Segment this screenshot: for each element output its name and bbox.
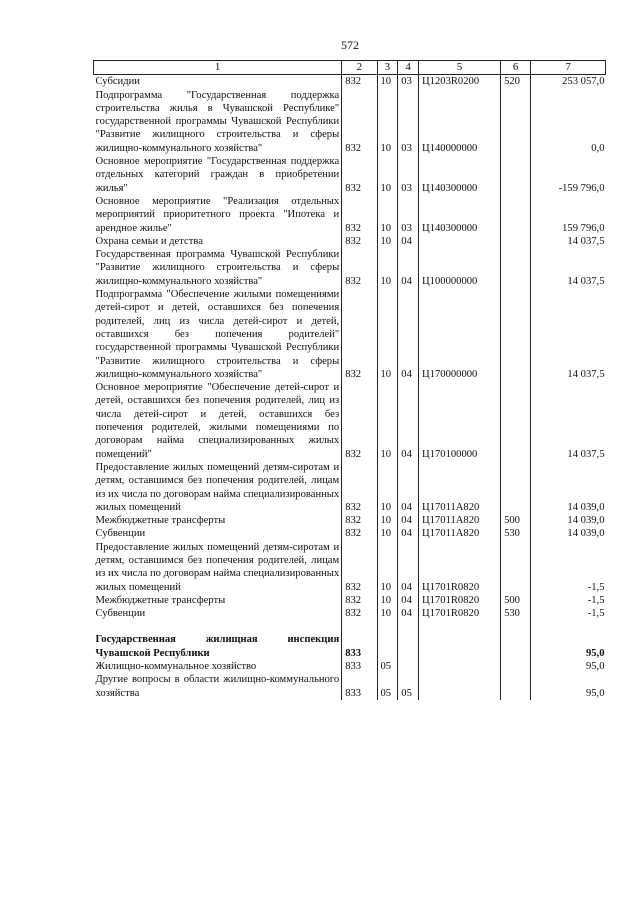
table-row <box>94 673 606 700</box>
row-target-article: Ц17011А820 <box>419 514 501 527</box>
row-amount: 0,0 <box>531 89 606 155</box>
row-amount: -159 796,0 <box>531 155 606 195</box>
row-section: 05 <box>377 660 398 673</box>
row-ministry-code: 832 <box>342 594 377 607</box>
row-subsection: 04 <box>398 248 419 288</box>
row-amount: 95,0 <box>531 633 606 660</box>
row-expense-type <box>501 461 531 514</box>
table-header <box>94 61 606 75</box>
row-expense-type <box>501 633 531 660</box>
header-col-2: 2 <box>342 61 377 75</box>
row-subsection: 03 <box>398 89 419 155</box>
row-target-article <box>419 660 501 673</box>
row-amount: 14 037,5 <box>531 381 606 461</box>
row-expense-type <box>501 660 531 673</box>
row-name: Предоставление жилых помещений детям-сиротам и детям, оставшимся без попечения родителей, лицам из их числа по договорам найма специализированных жилых помещений <box>94 541 342 594</box>
row-amount: 14 039,0 <box>531 514 606 527</box>
row-section: 10 <box>377 89 398 155</box>
table-body <box>94 75 606 700</box>
row-expense-type <box>501 248 531 288</box>
row-ministry-code: 832 <box>342 195 377 235</box>
row-amount: -1,5 <box>531 541 606 594</box>
row-target-article: Ц170100000 <box>419 381 501 461</box>
row-amount: 14 037,5 <box>531 235 606 248</box>
row-ministry-code: 832 <box>342 607 377 620</box>
row-subsection: 03 <box>398 195 419 235</box>
row-subsection: 03 <box>398 155 419 195</box>
spacer-cell <box>398 620 419 633</box>
row-section: 10 <box>377 248 398 288</box>
row-amount: 95,0 <box>531 673 606 700</box>
row-section: 10 <box>377 288 398 381</box>
page-number: 572 <box>341 38 359 52</box>
row-subsection <box>398 633 419 660</box>
row-ministry-code: 832 <box>342 288 377 381</box>
row-name: Основное мероприятие "Реализация отдельных мероприятий приоритетного проекта "Ипотека и арендное жилье" <box>94 195 342 235</box>
row-ministry-code: 832 <box>342 155 377 195</box>
row-section <box>377 633 398 660</box>
row-ministry-code: 832 <box>342 541 377 594</box>
row-expense-type: 530 <box>501 607 531 620</box>
row-target-article <box>419 235 501 248</box>
table-row <box>94 620 606 633</box>
row-subsection: 04 <box>398 235 419 248</box>
spacer-cell <box>531 620 606 633</box>
table-row <box>94 527 606 540</box>
spacer-cell <box>419 620 501 633</box>
table-row <box>94 514 606 527</box>
row-name: Государственная программа Чувашской Республики "Развитие жилищного строительства и сферы жилищно-коммунального хозяйства" <box>94 248 342 288</box>
row-target-article: Ц17011А820 <box>419 527 501 540</box>
row-subsection: 04 <box>398 541 419 594</box>
row-ministry-code: 832 <box>342 461 377 514</box>
table-row <box>94 248 606 288</box>
row-subsection: 04 <box>398 288 419 381</box>
row-amount: 159 796,0 <box>531 195 606 235</box>
spacer-cell <box>501 620 531 633</box>
row-section: 10 <box>377 594 398 607</box>
row-amount: 253 057,0 <box>531 75 606 89</box>
row-expense-type <box>501 155 531 195</box>
row-section: 10 <box>377 461 398 514</box>
row-expense-type: 530 <box>501 527 531 540</box>
row-section: 05 <box>377 673 398 700</box>
row-expense-type: 500 <box>501 594 531 607</box>
row-name: Межбюджетные трансферты <box>94 594 342 607</box>
row-amount: -1,5 <box>531 607 606 620</box>
row-name: Основное мероприятие "Государственная поддержка отдельных категорий граждан в приобретении жилья" <box>94 155 342 195</box>
row-target-article: Ц100000000 <box>419 248 501 288</box>
row-section: 10 <box>377 155 398 195</box>
row-expense-type <box>501 541 531 594</box>
row-expense-type <box>501 235 531 248</box>
row-name: Предоставление жилых помещений детям-сиротам и детям, оставшимся без попечения родителей, лицам из их числа по договорам найма специализированных жилых помещений <box>94 461 342 514</box>
row-ministry-code: 833 <box>342 673 377 700</box>
row-amount: 14 037,5 <box>531 248 606 288</box>
row-section: 10 <box>377 235 398 248</box>
row-subsection: 04 <box>398 461 419 514</box>
row-target-article: Ц140300000 <box>419 155 501 195</box>
row-ministry-code: 832 <box>342 381 377 461</box>
header-col-7: 7 <box>531 61 606 75</box>
row-name: Подпрограмма "Государственная поддержка строительства жилья в Чувашской Республике" государственной программы Чувашской Республики "Развитие жилищного строительства и сферы жилищно-коммунального хозяйства" <box>94 89 342 155</box>
row-target-article: Ц140300000 <box>419 195 501 235</box>
row-target-article <box>419 633 501 660</box>
spacer-cell <box>94 620 342 633</box>
row-name: Государственная жилищная инспекция Чувашской Республики <box>94 633 342 660</box>
row-section: 10 <box>377 514 398 527</box>
table-row <box>94 660 606 673</box>
table-row <box>94 195 606 235</box>
table-row <box>94 75 606 89</box>
row-subsection <box>398 660 419 673</box>
row-section: 10 <box>377 527 398 540</box>
header-col-4: 4 <box>398 61 419 75</box>
row-name: Субвенции <box>94 527 342 540</box>
header-row <box>94 61 606 75</box>
table-row <box>94 381 606 461</box>
row-name: Охрана семьи и детства <box>94 235 342 248</box>
row-name: Основное мероприятие "Обеспечение детей-сирот и детей, оставшихся без попечения родителей, лиц из числа детей-сирот и детей, оставшихся без попечения родителей, жилыми помещениями по договорам найма специализированных жилых помещений" <box>94 381 342 461</box>
row-expense-type: 500 <box>501 514 531 527</box>
row-target-article: Ц1203R0200 <box>419 75 501 89</box>
row-target-article: Ц17011А820 <box>419 461 501 514</box>
row-subsection: 04 <box>398 527 419 540</box>
header-col-5: 5 <box>419 61 501 75</box>
row-expense-type <box>501 673 531 700</box>
table-row <box>94 155 606 195</box>
row-target-article <box>419 673 501 700</box>
row-expense-type <box>501 381 531 461</box>
row-subsection: 04 <box>398 514 419 527</box>
row-name: Межбюджетные трансферты <box>94 514 342 527</box>
spacer-cell <box>342 620 377 633</box>
row-target-article: Ц1701R0820 <box>419 594 501 607</box>
row-target-article: Ц140000000 <box>419 89 501 155</box>
table-row <box>94 607 606 620</box>
row-section: 10 <box>377 75 398 89</box>
row-name: Подпрограмма "Обеспечение жилыми помещениями детей-сирот и детей, оставшихся без попечения родителей, лиц из числа детей-сирот и детей, оставшихся без попечения родителей" государственной программы Чувашской Республики "Развитие жилищного строительства и сферы жилищно-коммунального хозяйства" <box>94 288 342 381</box>
row-subsection: 04 <box>398 607 419 620</box>
row-name: Жилищно-коммунальное хозяйство <box>94 660 342 673</box>
row-subsection: 04 <box>398 381 419 461</box>
spacer-cell <box>377 620 398 633</box>
row-target-article: Ц1701R0820 <box>419 607 501 620</box>
row-ministry-code: 832 <box>342 248 377 288</box>
row-target-article: Ц1701R0820 <box>419 541 501 594</box>
row-target-article: Ц170000000 <box>419 288 501 381</box>
row-name: Субсидии <box>94 75 342 89</box>
row-subsection: 04 <box>398 594 419 607</box>
row-amount: 14 039,0 <box>531 527 606 540</box>
row-ministry-code: 832 <box>342 514 377 527</box>
row-subsection: 03 <box>398 75 419 89</box>
table-row <box>94 541 606 594</box>
row-amount: 95,0 <box>531 660 606 673</box>
row-subsection: 05 <box>398 673 419 700</box>
table-row <box>94 594 606 607</box>
row-section: 10 <box>377 607 398 620</box>
row-amount: 14 037,5 <box>531 288 606 381</box>
table-row <box>94 235 606 248</box>
table-row <box>94 633 606 660</box>
row-ministry-code: 832 <box>342 75 377 89</box>
row-ministry-code: 832 <box>342 527 377 540</box>
row-expense-type <box>501 195 531 235</box>
header-col-6: 6 <box>501 61 531 75</box>
row-section: 10 <box>377 541 398 594</box>
row-ministry-code: 832 <box>342 235 377 248</box>
row-amount: 14 039,0 <box>531 461 606 514</box>
row-name: Субвенции <box>94 607 342 620</box>
table-row <box>94 288 606 381</box>
header-col-1: 1 <box>94 61 342 75</box>
header-col-3: 3 <box>377 61 398 75</box>
table-row <box>94 461 606 514</box>
row-ministry-code: 833 <box>342 633 377 660</box>
row-amount: -1,5 <box>531 594 606 607</box>
row-ministry-code: 832 <box>342 89 377 155</box>
row-ministry-code: 833 <box>342 660 377 673</box>
row-expense-type <box>501 89 531 155</box>
budget-table <box>93 60 606 700</box>
row-section: 10 <box>377 381 398 461</box>
row-expense-type: 520 <box>501 75 531 89</box>
row-expense-type <box>501 288 531 381</box>
table-row <box>94 89 606 155</box>
row-name: Другие вопросы в области жилищно-коммунального хозяйства <box>94 673 342 700</box>
row-section: 10 <box>377 195 398 235</box>
